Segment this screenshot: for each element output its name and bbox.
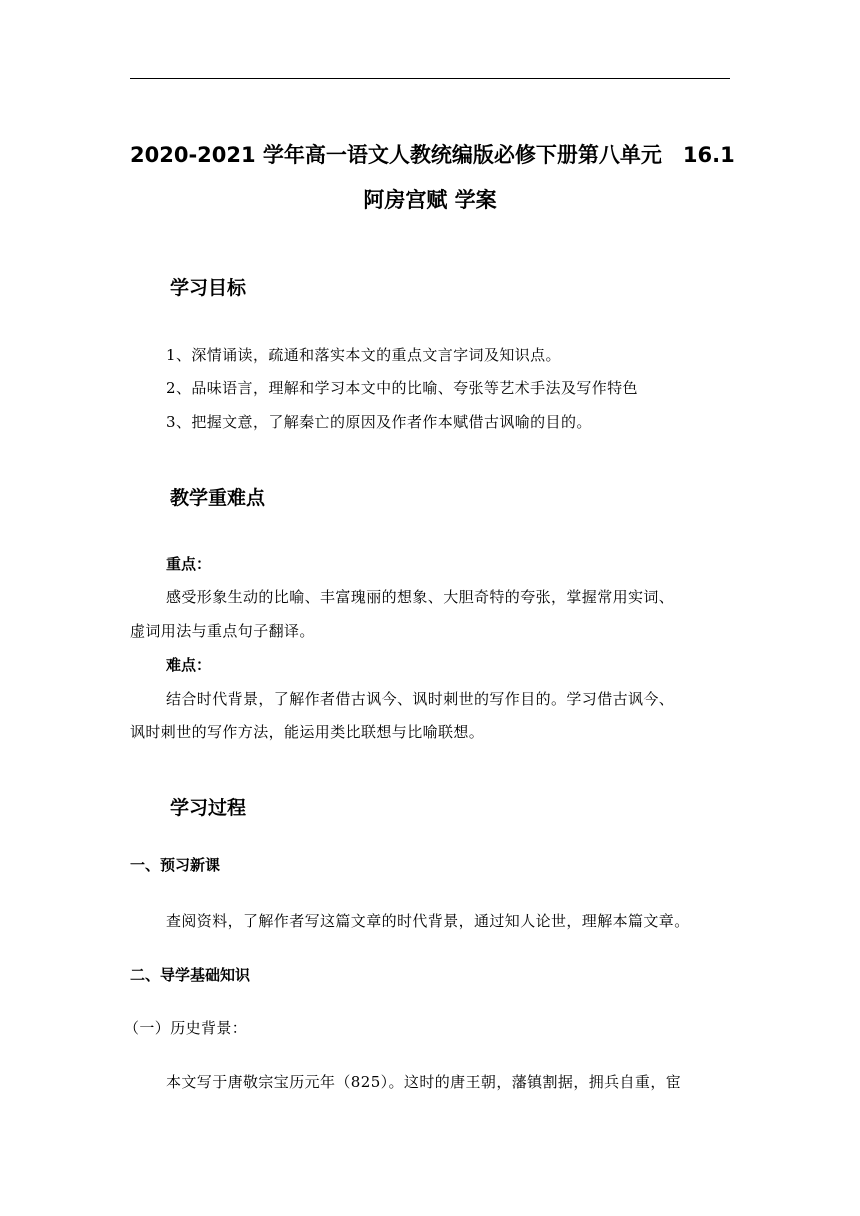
focus-text-line1: 感受形象生动的比喻、丰富瑰丽的想象、大胆奇特的夸张，掌握常用实词、 bbox=[166, 588, 675, 606]
section1-text: 查阅资料，了解作者写这篇文章的时代背景，通过知人论世，理解本篇文章。 bbox=[166, 912, 690, 930]
header-rule bbox=[130, 78, 730, 79]
focus-text-line2: 虚词用法与重点句子翻译。 bbox=[130, 622, 315, 640]
difficulty-text-line2: 讽时刺世的写作方法，能运用类比联想与比喻联想。 bbox=[130, 723, 485, 741]
difficulty-label: 难点： bbox=[166, 656, 212, 674]
subsection1-text: 本文写于唐敬宗宝历元年（825）。这时的唐王朝，藩镇割据，拥兵自重，宦 bbox=[166, 1073, 682, 1091]
objective-item-2: 2、品味语言，理解和学习本文中的比喻、夸张等艺术手法及写作特色 bbox=[166, 379, 638, 397]
doc-title-line1: 2020-2021 学年高一语文人教统编版必修下册第八单元 16.1 bbox=[130, 143, 735, 167]
objective-item-3: 3、把握文意，了解秦亡的原因及作者作本赋借古讽喻的目的。 bbox=[166, 413, 592, 431]
objectives-heading: 学习目标 bbox=[170, 277, 247, 299]
objective-item-1: 1、深情诵读，疏通和落实本文的重点文言字词及知识点。 bbox=[166, 346, 561, 364]
doc-title-line2: 阿房宫赋 学案 bbox=[363, 188, 497, 212]
difficulty-text-line1: 结合时代背景，了解作者借古讽今、讽时刺世的写作目的。学习借古讽今、 bbox=[166, 690, 675, 708]
key-points-heading: 教学重难点 bbox=[170, 487, 266, 509]
section1-title: 一、预习新课 bbox=[130, 856, 221, 874]
focus-label: 重点： bbox=[166, 555, 212, 573]
subsection1-title: （一）历史背景： bbox=[124, 1019, 248, 1037]
section2-title: 二、导学基础知识 bbox=[130, 966, 251, 984]
process-heading: 学习过程 bbox=[170, 797, 247, 819]
